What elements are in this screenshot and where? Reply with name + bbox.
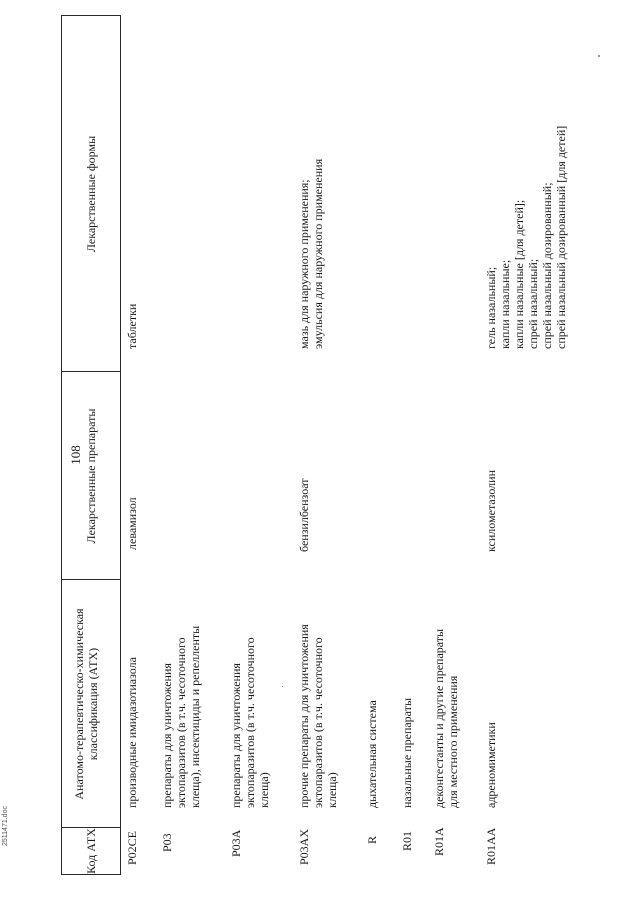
header-divider-3 (61, 371, 120, 372)
row-code: R01 (400, 830, 414, 851)
row-code: P03A (229, 829, 243, 857)
row-classification: деконгестанты и другие препараты (432, 628, 446, 808)
row-form: гель назальный; (484, 266, 498, 349)
page-number: 108 (68, 445, 83, 465)
header-code: Код АТХ (84, 828, 98, 874)
row-form: мазь для наружного применения; (297, 179, 311, 349)
footer-filename: 2511471.doc (2, 806, 9, 846)
row-form: капли назальные; (498, 259, 512, 349)
header-right-border (61, 15, 120, 16)
row-form: капли назальные [для детей]; (512, 199, 526, 349)
row-classification: препараты для уничтожения (160, 663, 174, 808)
row-code: P02CE (125, 830, 139, 865)
header-classification: Анатомо-терапевтическо-химическая классификация (АТХ) (72, 608, 100, 800)
row-classification: для местного применения (446, 675, 460, 808)
row-code: R01A (432, 827, 446, 856)
scan-speck (282, 686, 283, 687)
row-classification: прочие препараты для уничтожения (297, 624, 311, 808)
row-code: R01AA (484, 827, 498, 865)
header-drugs: Лекарственные препараты (84, 408, 98, 544)
row-form: спрей назальный дозированный; (540, 182, 554, 349)
row-classification: эктопаразитов (в т.ч. чесоточного (174, 637, 188, 808)
header-left-border (61, 874, 120, 875)
row-code: P03AX (297, 828, 311, 865)
row-form: спрей назальный дозированный [для детей] (554, 125, 568, 349)
row-classification: эктопаразитов (в т.ч. чесоточного (311, 637, 325, 808)
row-code: P03 (160, 833, 174, 852)
row-drug: левамизол (125, 497, 139, 550)
row-classification: клеща), инсектициды и репелленты (188, 625, 202, 808)
row-form: таблетки (125, 303, 139, 349)
row-classification: производные имидазотиазола (125, 657, 139, 808)
header-divider-2 (61, 579, 120, 580)
table-top-border (61, 15, 62, 875)
row-classification: адреномиметики (484, 722, 498, 808)
row-classification: эктопаразитов (в т.ч. чесоточного (243, 637, 257, 808)
row-drug: ксилометазолин (484, 469, 498, 552)
row-form: спрей назальный; (526, 258, 540, 349)
scan-speck (598, 55, 600, 57)
row-classification: клеща) (325, 772, 339, 808)
row-classification: клеща) (257, 772, 271, 808)
row-classification: назальные препараты (400, 697, 414, 808)
header-forms: Лекарственные формы (84, 135, 98, 253)
row-form: эмульсия для наружного применения (311, 158, 325, 349)
row-classification: препараты для уничтожения (229, 663, 243, 808)
row-code: R (365, 835, 379, 844)
row-drug: бензилбензоат (297, 478, 311, 552)
row-classification: дыхательная система (365, 700, 379, 808)
header-bottom-border (120, 15, 121, 875)
